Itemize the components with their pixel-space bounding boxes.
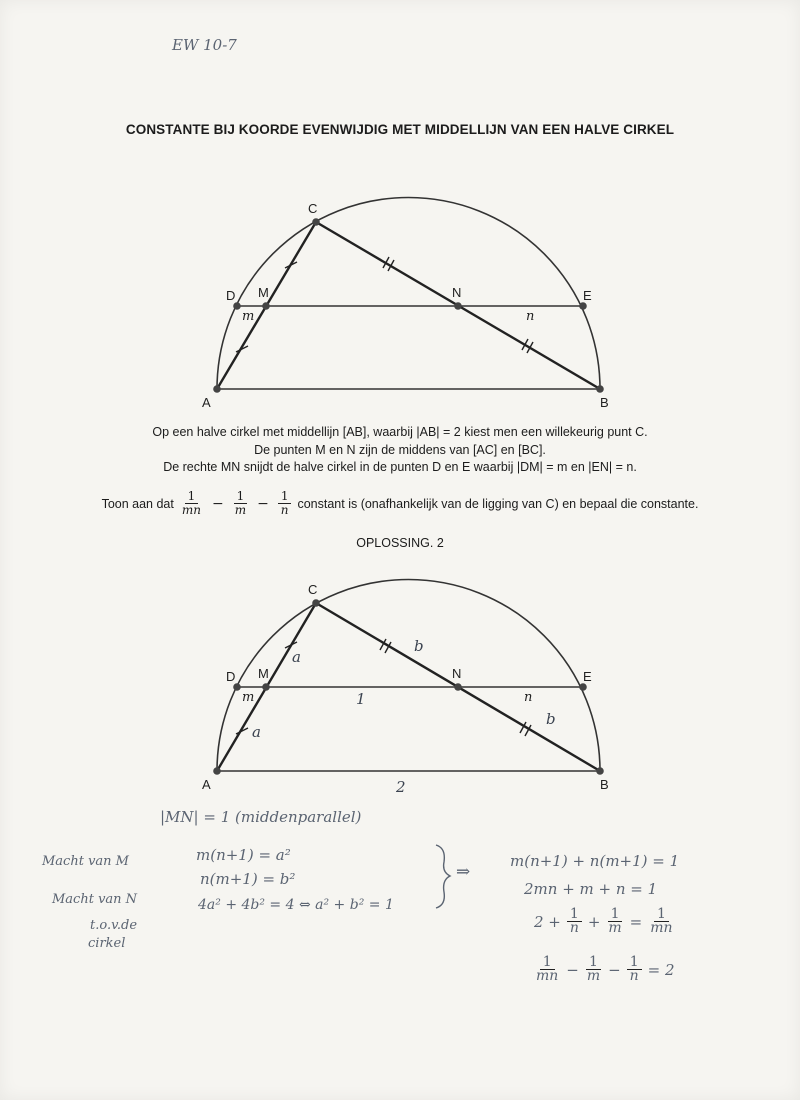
task-prefix: Toon aan dat (101, 496, 174, 511)
label-C: C (308, 201, 318, 216)
problem-line-3: De rechte MN snijdt de halve cirkel in de punten D en E waarbij |DM| = m en |EN| = n. (163, 460, 637, 474)
eq-power-n: n(m+1) = b² (200, 870, 296, 888)
eq-sum-squares: 4a² + 4b² = 4 ⇔ a² + b² = 1 (198, 897, 394, 913)
fraction-1-over-n: $\frac{1}{n}$ (278, 490, 292, 517)
hw-fraction-1-over-m: $\frac{1}{m}$ (586, 954, 601, 984)
implies-arrow: ⇒ (456, 862, 471, 882)
hw-fraction-1-over-mn: $\frac{1}{mn}$ (536, 954, 559, 984)
label-E: E (583, 288, 592, 303)
label-M: M (258, 285, 269, 300)
note-tov-de: t.o.v.de (90, 918, 138, 933)
hw-fraction-1-over-n: $\frac{1}{n}$ (627, 956, 642, 983)
label-a-upper: a (292, 648, 301, 666)
eq-power-m: m(n+1) = a² (196, 846, 291, 864)
label-n: n (524, 690, 533, 705)
note-macht-van-m: Macht van M (42, 854, 129, 869)
note-macht-van-n: Macht van N (52, 892, 138, 907)
label-A: A (202, 777, 211, 792)
label-ab-length: 2 (396, 778, 406, 796)
label-b-lower: b (546, 710, 556, 728)
problem-line-1: Op een halve cirkel met middellijn [AB], waarbij |AB| = 2 kiest men een willekeurig punt C. (152, 425, 648, 439)
label-m: m (242, 309, 255, 324)
label-M: M (258, 666, 269, 681)
label-B: B (600, 395, 609, 410)
solution-heading: OPLOSSING. 2 (356, 536, 444, 550)
label-N: N (452, 285, 462, 300)
result-line-3: 2 + $\frac{1}{n}$ + $\frac{1}{m}$ = $\frac{1}{mn}$ (534, 906, 673, 936)
page-title: CONSTANTE BIJ KOORDE EVENWIJDIG MET MIDDELLIJN VAN EEN HALVE CIRKEL (125, 122, 675, 137)
result-line-2: 2mn + m + n = 1 (524, 880, 658, 898)
minus-sign: − (211, 495, 224, 512)
label-b-upper: b (414, 637, 424, 655)
label-n: n (526, 309, 535, 324)
label-mn-length: 1 (356, 690, 366, 708)
label-C: C (308, 582, 318, 597)
fraction-1-over-mn: $\frac{1}{mn}$ (181, 489, 201, 517)
hw-fraction-1-over-n: $\frac{1}{n}$ (567, 908, 582, 935)
label-a-lower: a (252, 723, 261, 741)
note-mn-middenparallel: |MN| = 1 (middenparallel) (160, 808, 362, 826)
label-m: m (242, 690, 255, 705)
result-line-4: $\frac{1}{mn}$ − $\frac{1}{m}$ − $\frac{1}{n}$ = 2 (536, 954, 675, 984)
hw-fraction-1-over-mn: $\frac{1}{mn}$ (650, 906, 673, 936)
label-D: D (226, 288, 236, 303)
problem-line-2: De punten M en N zijn de middens van [AC] en [BC]. (254, 442, 546, 457)
header-code: EW 10-7 (172, 36, 237, 54)
label-A: A (202, 395, 211, 410)
task-suffix: constant is (onafhankelijk van de ligging van C) en bepaal die constante. (297, 496, 699, 511)
label-E: E (583, 669, 592, 684)
hw-fraction-1-over-m: $\frac{1}{m}$ (608, 906, 622, 936)
minus-sign: − (257, 495, 269, 512)
fraction-1-over-m: $\frac{1}{m}$ (234, 489, 247, 517)
label-N: N (452, 666, 462, 681)
label-B: B (600, 777, 609, 792)
label-D: D (226, 669, 236, 684)
result-line-1: m(n+1) + n(m+1) = 1 (510, 852, 680, 870)
note-cirkel: cirkel (88, 936, 126, 951)
